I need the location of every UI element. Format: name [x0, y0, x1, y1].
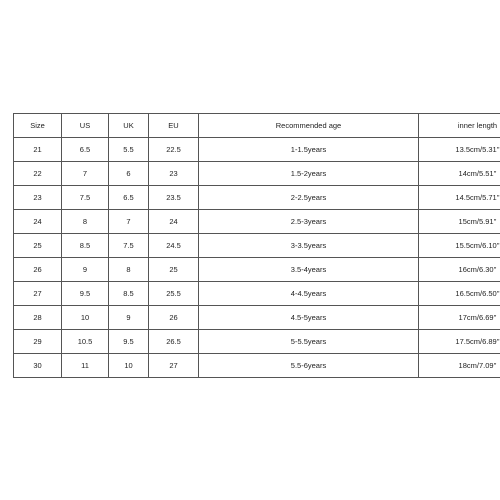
header-eu: EU	[149, 114, 199, 138]
cell-uk: 7.5	[109, 234, 149, 258]
cell-eu: 27	[149, 354, 199, 378]
cell-age: 1-1.5years	[199, 138, 419, 162]
cell-length: 18cm/7.09''	[419, 354, 500, 378]
cell-age: 5.5-6years	[199, 354, 419, 378]
cell-age: 3.5-4years	[199, 258, 419, 282]
cell-uk: 9.5	[109, 330, 149, 354]
cell-length: 16.5cm/6.50''	[419, 282, 500, 306]
cell-size: 22	[14, 162, 62, 186]
cell-eu: 23	[149, 162, 199, 186]
cell-us: 11	[62, 354, 109, 378]
cell-eu: 22.5	[149, 138, 199, 162]
cell-us: 9	[62, 258, 109, 282]
cell-us: 10.5	[62, 330, 109, 354]
cell-us: 7.5	[62, 186, 109, 210]
table-row	[14, 234, 500, 258]
cell-size: 21	[14, 138, 62, 162]
cell-length: 13.5cm/5.31''	[419, 138, 500, 162]
cell-eu: 26	[149, 306, 199, 330]
table-row	[14, 162, 500, 186]
cell-size: 27	[14, 282, 62, 306]
cell-length: 15.5cm/6.10''	[419, 234, 500, 258]
cell-us: 10	[62, 306, 109, 330]
table-row	[14, 258, 500, 282]
cell-age: 1.5-2years	[199, 162, 419, 186]
cell-age: 2-2.5years	[199, 186, 419, 210]
header-inner-length: inner length	[419, 114, 500, 138]
cell-size: 28	[14, 306, 62, 330]
cell-age: 4-4.5years	[199, 282, 419, 306]
table-row	[14, 138, 500, 162]
cell-age: 4.5-5years	[199, 306, 419, 330]
cell-uk: 7	[109, 210, 149, 234]
cell-us: 8.5	[62, 234, 109, 258]
cell-length: 15cm/5.91''	[419, 210, 500, 234]
cell-length: 14.5cm/5.71''	[419, 186, 500, 210]
cell-size: 24	[14, 210, 62, 234]
cell-eu: 25	[149, 258, 199, 282]
table-row	[14, 354, 500, 378]
cell-us: 7	[62, 162, 109, 186]
cell-uk: 10	[109, 354, 149, 378]
cell-uk: 8	[109, 258, 149, 282]
cell-us: 8	[62, 210, 109, 234]
cell-size: 30	[14, 354, 62, 378]
cell-eu: 23.5	[149, 186, 199, 210]
cell-uk: 9	[109, 306, 149, 330]
cell-length: 14cm/5.51''	[419, 162, 500, 186]
cell-length: 16cm/6.30''	[419, 258, 500, 282]
cell-eu: 25.5	[149, 282, 199, 306]
cell-age: 5-5.5years	[199, 330, 419, 354]
table-row	[14, 330, 500, 354]
cell-uk: 6	[109, 162, 149, 186]
header-size: Size	[14, 114, 62, 138]
cell-uk: 6.5	[109, 186, 149, 210]
table-header-row	[14, 114, 500, 138]
header-recommended-age: Recommended age	[199, 114, 419, 138]
table-row	[14, 210, 500, 234]
cell-length: 17.5cm/6.89''	[419, 330, 500, 354]
cell-us: 6.5	[62, 138, 109, 162]
cell-eu: 24	[149, 210, 199, 234]
cell-age: 2.5-3years	[199, 210, 419, 234]
table-row	[14, 186, 500, 210]
table-row	[14, 282, 500, 306]
cell-uk: 5.5	[109, 138, 149, 162]
cell-size: 25	[14, 234, 62, 258]
cell-age: 3-3.5years	[199, 234, 419, 258]
header-us: US	[62, 114, 109, 138]
size-chart-table	[13, 113, 500, 378]
cell-size: 26	[14, 258, 62, 282]
cell-size: 23	[14, 186, 62, 210]
cell-eu: 24.5	[149, 234, 199, 258]
table-row	[14, 306, 500, 330]
cell-us: 9.5	[62, 282, 109, 306]
cell-eu: 26.5	[149, 330, 199, 354]
cell-length: 17cm/6.69''	[419, 306, 500, 330]
cell-uk: 8.5	[109, 282, 149, 306]
cell-size: 29	[14, 330, 62, 354]
header-uk: UK	[109, 114, 149, 138]
